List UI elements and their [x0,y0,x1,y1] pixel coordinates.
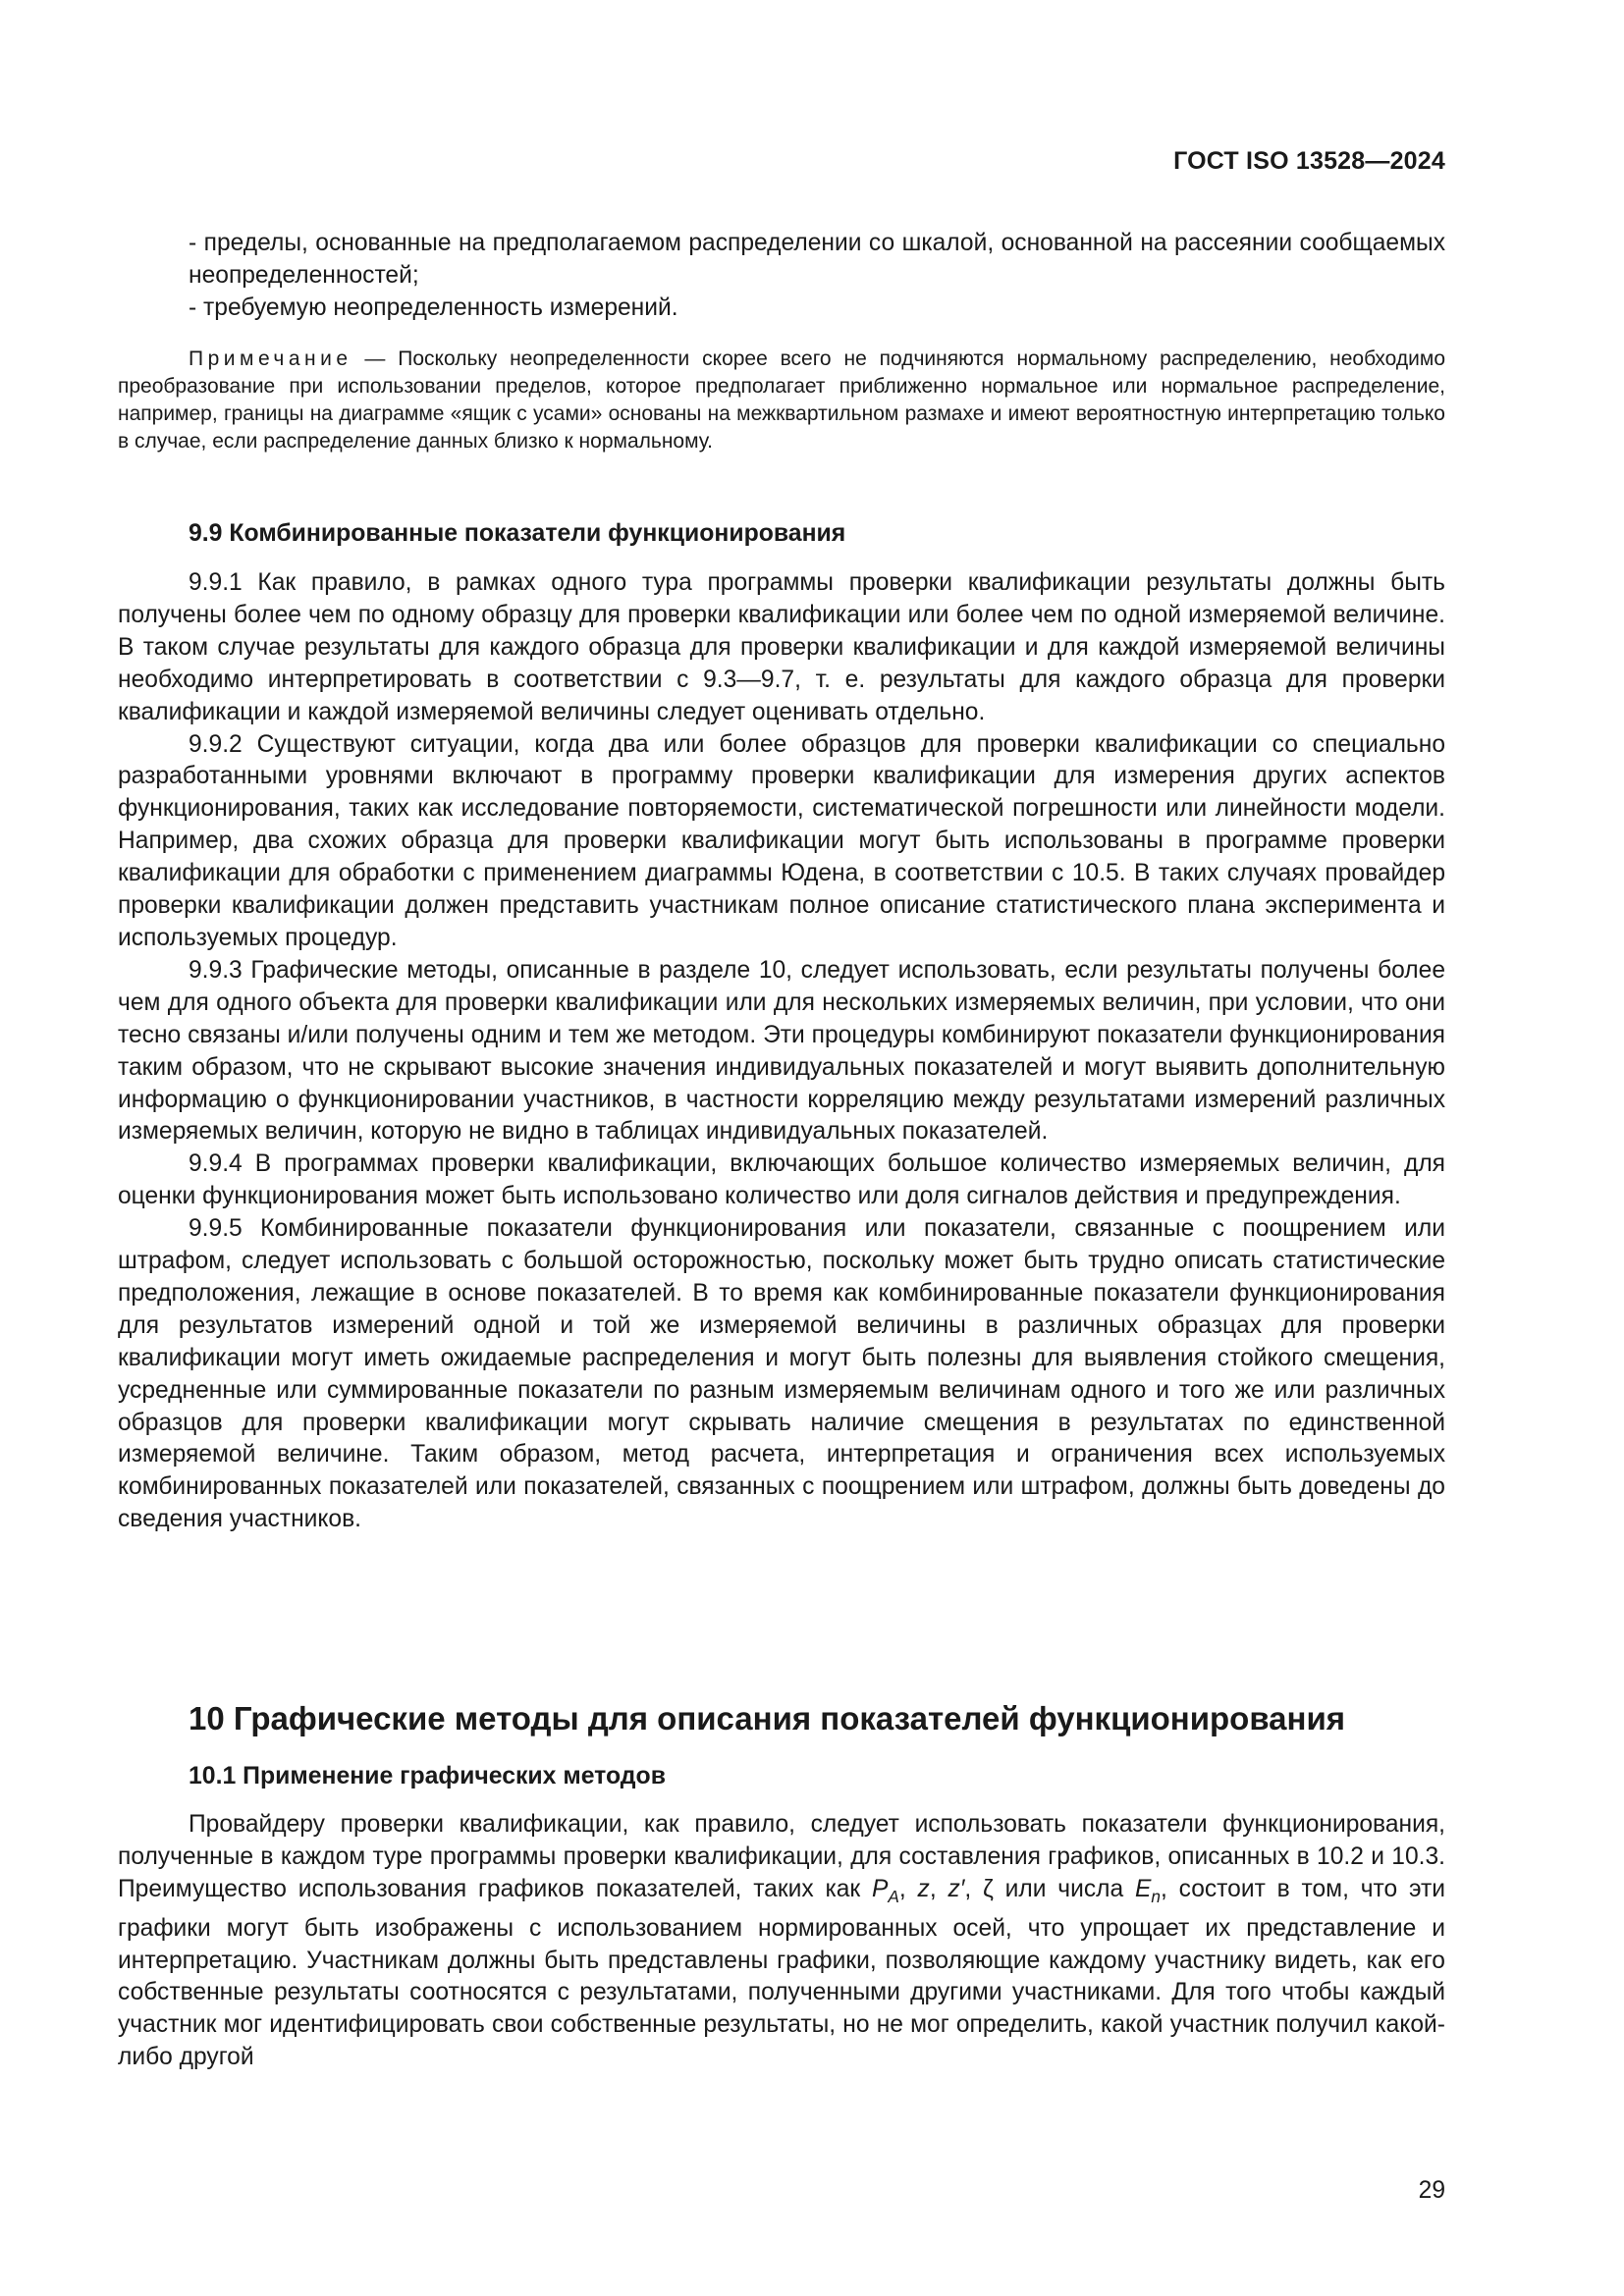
symbol-p: P [872,1875,889,1902]
section-10 [118,1700,1445,1737]
section-9-9-body [118,567,1445,1536]
text-run: Провайдеру проверки квалификации, как правило, следует использовать показатели функционирования, полученные в каждом туре программы проверки квалификации, для составления графиков, описанных в 10.2 и 10.3. Преимущество использования графиков показателей, таких как [118,1811,1445,1902]
section-heading: 9.9 Комбинированные показатели функционирования [189,520,846,547]
paragraph-10-1 [118,1809,1445,2074]
paragraph-9-9-2: 9.9.2 Существуют ситуации, когда два или более образцов для проверки квалификации со специально разработанными уровнями включают в программу проверки квалификации для измерения других аспектов функционирования, таких как исследование повторяемости, систематической погрешности или линейности модели. Например, два схожих образца для проверки квалификации могут быть использованы в программе проверки квалификации для обработки с применением диаграммы Юдена, в соответствии с 10.5. В таких случаях провайдер проверки квалификации должен представить участникам полное описание статистического плана эксперимента и используемых процедур. [118,730,1445,951]
section-10-1-body [118,1809,1445,2074]
section-9-9 [118,520,1445,548]
paragraph-9-9-3: 9.9.3 Графические методы, описанные в разделе 10, следует использовать, если результаты получены более чем для одного объекта для проверки квалификации или для нескольких измеряемых величин, при условии, что они тесно связаны и/или получены одним и тем же методом. Эти процедуры комбинируют показатели функционирования таким образом, что не скрывают высокие значения индивидуальных показателей и могут выявить дополнительную информацию о функционировании участников, в частности корреляцию между результатами измерений различных измеряемых величин, которую не видно в таблицах индивидуальных показателей. [118,956,1445,1146]
paragraph-9-9-1: 9.9.1 Как правило, в рамках одного тура программы проверки квалификации результаты должны быть получены более чем по одному образцу для проверки квалификации или более чем по одной измеряемой величине. В таком случае результаты для каждого образца для проверки квалификации и для каждой измеряемой величины необходимо интерпретировать в соответствии с 9.3—9.7, т. е. результаты для каждого образца для проверки квалификации и каждой измеряемой величины следует оценивать отдельно. [118,569,1445,725]
text-run: , ζ или числа [964,1875,1135,1902]
section-10-1 [118,1763,1445,1790]
symbol-z-prime: z′ [947,1875,965,1902]
text-run: , состоит в том, что эти графики могут быть изображены с использованием нормированных осей, что упрощает их представление и интерпретацию. Участникам должны быть представлены графики, позволяющие каждому участнику видеть, как его собственные результаты соотносятся с результатами, полученными другими участниками. Для того чтобы каждый участник мог идентифицировать свои собственные результаты, но не мог определить, какой участник получил какой-либо другой [118,1875,1445,2071]
note-text: — Поскольку неопределенности скорее всего не подчиняются нормальному распределению, необходимо преобразование при использовании пределов, которое предполагает приближенно нормальное или нормальное распределение, например, границы на диаграмме «ящик с усами» основаны на межквартильном размахе и имеют вероятностную интерпретацию только в случае, если распределение данных близко к нормальному. [118,347,1445,453]
list-item: - пределы, основанные на предполагаемом распределении со шкалой, основанной на рассеянии сообщаемых неопределенностей; [189,230,1445,289]
list-item: - требуемую неопределенность измерений. [189,294,678,321]
note-label: Примечание [189,347,352,370]
symbol-p-subscript: A [888,1886,899,1906]
section-heading: 10.1 Применение графических методов [189,1763,666,1789]
text-run: , [898,1875,918,1902]
chapter-heading: 10 Графические методы для описания показателей функционирования [189,1700,1346,1736]
intro-list [118,228,1445,325]
paragraph-9-9-4: 9.9.4 В программах проверки квалификации, включающих большое количество измеряемых величин, для оценки функционирования может быть использовано количество или доля сигналов действия и предупреждения. [118,1150,1445,1210]
symbol-z: z [917,1875,930,1902]
text-run: , [929,1875,948,1902]
document-header: ГОСТ ISO 13528—2024 [1173,147,1445,175]
note-block [118,346,1445,455]
symbol-e: E [1135,1875,1152,1902]
symbol-e-subscript: n [1151,1886,1161,1906]
paragraph-9-9-5: 9.9.5 Комбинированные показатели функционирования или показатели, связанные с поощрением или штрафом, следует использовать с большой осторожностью, поскольку может быть трудно описать статистические предположения, лежащие в основе показателей. В то время как комбинированные показатели функционирования для результатов измерений одной и той же измеряемой величины в различных образцах для проверки квалификации могут иметь ожидаемые распределения и могут быть полезны для выявления стойкого смещения, усредненные или суммированные показатели по разным измеряемым величинам одного и того же или различных образцов для проверки квалификации могут скрывать наличие смещения в результатах по единственной измеряемой величине. Таким образом, метод расчета, интерпретация и ограничения всех используемых комбинированных показателей или показателей, связанных с поощрением или штрафом, должны быть доведены до сведения участников. [118,1215,1445,1533]
note-paragraph [118,346,1445,455]
page-number: 29 [1418,2177,1445,2204]
